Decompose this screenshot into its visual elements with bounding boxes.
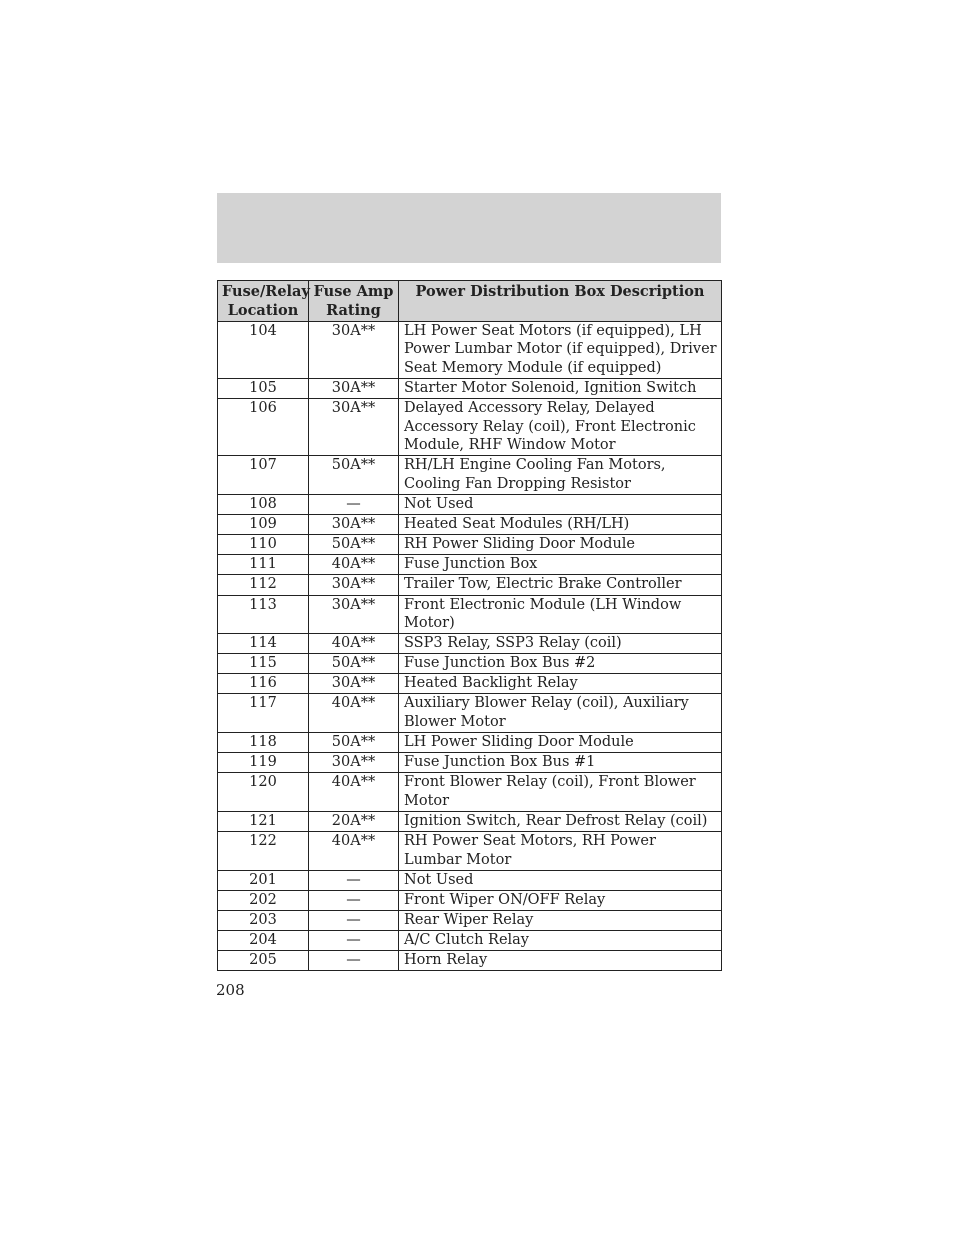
cell-location: 115 <box>218 654 309 674</box>
table-row <box>218 595 722 634</box>
cell-rating: — <box>309 495 399 515</box>
table-row <box>218 378 722 398</box>
cell-description: Front Blower Relay (coil), Front Blower Motor <box>399 773 722 812</box>
cell-description: Fuse Junction Box Bus #1 <box>399 753 722 773</box>
cell-location: 109 <box>218 515 309 535</box>
cell-description: SSP3 Relay, SSP3 Relay (coil) <box>399 634 722 654</box>
cell-location: 113 <box>218 595 309 634</box>
cell-rating: 30A** <box>309 378 399 398</box>
cell-location: 118 <box>218 733 309 753</box>
cell-rating: — <box>309 890 399 910</box>
cell-description: Rear Wiper Relay <box>399 911 722 931</box>
cell-description: Heated Seat Modules (RH/LH) <box>399 515 722 535</box>
header-location: Fuse/Relay Location <box>218 281 309 322</box>
cell-description: LH Power Seat Motors (if equipped), LH Power Lumbar Motor (if equipped), Driver Seat Memory Module (if equipped) <box>399 321 722 378</box>
cell-location: 205 <box>218 951 309 971</box>
table-row <box>218 535 722 555</box>
cell-rating: 30A** <box>309 674 399 694</box>
cell-rating: 50A** <box>309 456 399 495</box>
cell-description: Delayed Accessory Relay, Delayed Accessory Relay (coil), Front Electronic Module, RHF Window Motor <box>399 399 722 456</box>
table-row <box>218 654 722 674</box>
cell-location: 111 <box>218 555 309 575</box>
table-row <box>218 911 722 931</box>
cell-description: Fuse Junction Box <box>399 555 722 575</box>
cell-location: 105 <box>218 378 309 398</box>
table-row <box>218 951 722 971</box>
cell-description: RH Power Sliding Door Module <box>399 535 722 555</box>
cell-location: 204 <box>218 931 309 951</box>
cell-rating: 30A** <box>309 321 399 378</box>
table-row <box>218 753 722 773</box>
cell-rating: 50A** <box>309 733 399 753</box>
table-header-row <box>218 281 722 322</box>
cell-location: 108 <box>218 495 309 515</box>
cell-rating: 30A** <box>309 753 399 773</box>
cell-location: 114 <box>218 634 309 654</box>
cell-description: Not Used <box>399 870 722 890</box>
cell-description: A/C Clutch Relay <box>399 931 722 951</box>
table-row <box>218 694 722 733</box>
section-header-band <box>217 193 721 263</box>
table-row <box>218 733 722 753</box>
table-row <box>218 456 722 495</box>
cell-location: 117 <box>218 694 309 733</box>
table-row <box>218 832 722 871</box>
cell-description: Front Wiper ON/OFF Relay <box>399 890 722 910</box>
table-row <box>218 890 722 910</box>
fuse-relay-table <box>217 280 722 971</box>
cell-location: 112 <box>218 575 309 595</box>
table-row <box>218 870 722 890</box>
cell-description: Auxiliary Blower Relay (coil), Auxiliary Blower Motor <box>399 694 722 733</box>
cell-rating: 40A** <box>309 634 399 654</box>
cell-description: Heated Backlight Relay <box>399 674 722 694</box>
table-row <box>218 931 722 951</box>
cell-location: 201 <box>218 870 309 890</box>
cell-location: 119 <box>218 753 309 773</box>
cell-rating: 40A** <box>309 832 399 871</box>
cell-rating: 30A** <box>309 515 399 535</box>
cell-rating: 30A** <box>309 399 399 456</box>
cell-location: 110 <box>218 535 309 555</box>
header-description: Power Distribution Box Description <box>399 281 722 322</box>
table-row <box>218 399 722 456</box>
cell-rating: 40A** <box>309 555 399 575</box>
page-number: 208 <box>216 981 245 999</box>
cell-rating: 40A** <box>309 773 399 812</box>
cell-description: Front Electronic Module (LH Window Motor) <box>399 595 722 634</box>
cell-location: 107 <box>218 456 309 495</box>
cell-description: LH Power Sliding Door Module <box>399 733 722 753</box>
cell-description: RH Power Seat Motors, RH Power Lumbar Motor <box>399 832 722 871</box>
cell-description: Fuse Junction Box Bus #2 <box>399 654 722 674</box>
table-row <box>218 515 722 535</box>
cell-rating: 50A** <box>309 654 399 674</box>
cell-description: Horn Relay <box>399 951 722 971</box>
cell-rating: 30A** <box>309 595 399 634</box>
table-row <box>218 321 722 378</box>
table-row <box>218 634 722 654</box>
cell-description: Starter Motor Solenoid, Ignition Switch <box>399 378 722 398</box>
cell-rating: — <box>309 911 399 931</box>
cell-rating: 30A** <box>309 575 399 595</box>
cell-description: Ignition Switch, Rear Defrost Relay (coil) <box>399 812 722 832</box>
cell-location: 122 <box>218 832 309 871</box>
table-row <box>218 575 722 595</box>
cell-description: Not Used <box>399 495 722 515</box>
cell-location: 116 <box>218 674 309 694</box>
header-rating: Fuse Amp Rating <box>309 281 399 322</box>
cell-location: 106 <box>218 399 309 456</box>
cell-location: 203 <box>218 911 309 931</box>
table-row <box>218 674 722 694</box>
cell-location: 121 <box>218 812 309 832</box>
cell-rating: — <box>309 870 399 890</box>
cell-rating: — <box>309 931 399 951</box>
cell-rating: 50A** <box>309 535 399 555</box>
table-row <box>218 495 722 515</box>
cell-description: Trailer Tow, Electric Brake Controller <box>399 575 722 595</box>
cell-rating: 40A** <box>309 694 399 733</box>
cell-rating: — <box>309 951 399 971</box>
table-row <box>218 773 722 812</box>
table-row <box>218 555 722 575</box>
cell-rating: 20A** <box>309 812 399 832</box>
table-row <box>218 812 722 832</box>
cell-location: 120 <box>218 773 309 812</box>
cell-location: 202 <box>218 890 309 910</box>
cell-description: RH/LH Engine Cooling Fan Motors, Cooling Fan Dropping Resistor <box>399 456 722 495</box>
cell-location: 104 <box>218 321 309 378</box>
